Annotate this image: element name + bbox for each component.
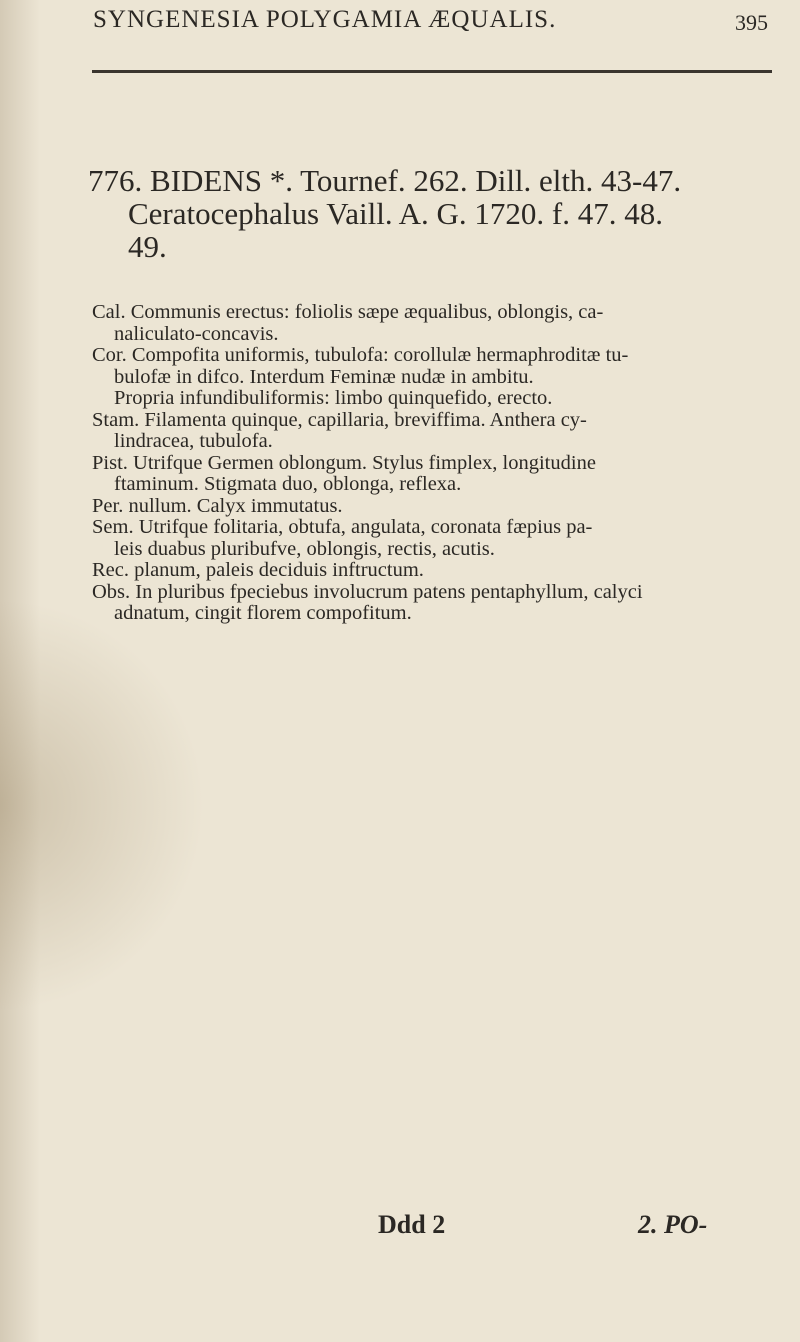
header-rule <box>92 70 772 73</box>
page-number: 395 <box>735 10 768 35</box>
body-line: ftaminum. Stigmata duo, oblonga, reflexa. <box>114 473 462 495</box>
genus-entry <box>88 164 778 263</box>
catchword: 2. PO- <box>638 1210 708 1239</box>
body-line: naliculato-concavis. <box>114 322 279 345</box>
body-line: adnatum, cingit florem compofitum. <box>114 602 412 624</box>
signature-mark: Ddd 2 <box>378 1210 446 1239</box>
body-line: Propria infundibuliformis: limbo quinquefido, erecto. <box>114 387 553 409</box>
body-line: bulofæ in difco. Interdum Feminæ nudæ in ambitu. <box>114 365 534 388</box>
body-line: Cal. Communis erectus: foliolis sæpe æqualibus, oblongis, ca- <box>92 301 604 323</box>
body-line: leis duabus pluribufve, oblongis, rectis, acutis. <box>114 537 495 560</box>
body-line: Stam. Filamenta quinque, capillaria, breviffima. Anthera cy- <box>92 408 587 431</box>
running-title: SYNGENESIA POLYGAMIA ÆQUALIS. <box>93 6 557 33</box>
entry-line-2: Ceratocephalus Vaill. A. G. 1720. f. 47. 48. <box>128 196 663 231</box>
body-line: Pist. Utrifque Germen oblongum. Stylus fimplex, longitudine <box>92 451 596 474</box>
entry-line-1: 776. BIDENS *. Tournef. 262. Dill. elth. 43-47. <box>88 163 682 198</box>
body-line: Sem. Utrifque folitaria, obtufa, angulata, coronata fæpius pa- <box>92 516 593 538</box>
body-line: lindracea, tubulofa. <box>114 430 273 452</box>
description-body <box>92 302 782 625</box>
body-line: Cor. Compofita uniformis, tubulofa: corollulæ hermaphroditæ tu- <box>92 344 629 366</box>
body-line: Per. nullum. Calyx immutatus. <box>92 494 343 517</box>
body-line: Obs. In pluribus fpeciebus involucrum patens pentaphyllum, calyci <box>92 580 643 603</box>
body-line: Rec. planum, paleis deciduis inftructum. <box>92 559 424 581</box>
entry-line-3: 49. <box>128 229 167 264</box>
